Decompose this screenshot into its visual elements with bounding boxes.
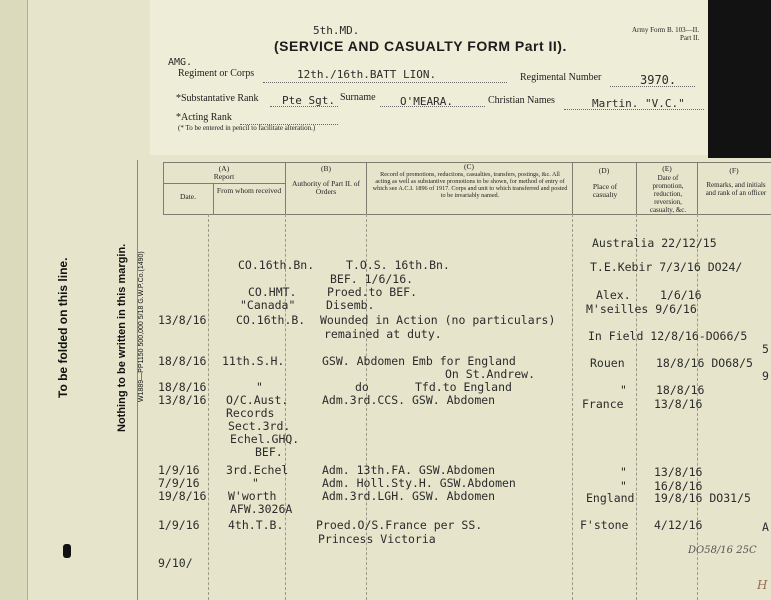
col-f-letter: (F)	[729, 166, 739, 175]
surname-value: O'MEARA.	[400, 95, 453, 108]
entry-date: 19/8/16	[158, 489, 207, 503]
entry-record: Princess Victoria	[318, 532, 436, 546]
col-f-label: Remarks, and initials and rank of an officer	[705, 181, 767, 197]
entry-date: 18/8/16	[158, 380, 207, 394]
entry-date: 9/10/	[158, 556, 193, 570]
regiment-label: Regiment or Corps	[178, 68, 255, 79]
entry-date: 13/8/16	[654, 465, 703, 479]
entry-date: 13/8/16	[158, 313, 207, 327]
col-b-label: Authority of Part II. of Orders	[291, 179, 361, 196]
regiment-line	[263, 82, 507, 83]
background-shadow	[708, 0, 771, 158]
entry-date: 1/6/16	[660, 288, 702, 302]
entry-place: Alex.	[596, 288, 631, 302]
form-number: Army Form B. 103—II.	[632, 26, 700, 34]
body-col-d	[572, 214, 573, 600]
entry-date: 13/8/16	[654, 397, 703, 411]
entry-record: remained at duty.	[324, 327, 442, 341]
entry-authority: do	[355, 380, 369, 394]
margin-rule	[137, 160, 138, 600]
col-c-letter: (C)	[464, 162, 474, 171]
fold-instruction: To be folded on this line.	[56, 257, 70, 398]
col-a-split	[213, 183, 214, 214]
entry-place: Rouen	[590, 356, 625, 370]
christian-names-value: Martin. "V.C."	[592, 97, 685, 110]
entry-from: "	[256, 380, 263, 394]
acting-rank-label: *Acting Rank	[176, 112, 232, 123]
entry-place: "	[620, 383, 627, 397]
table-header-rule	[163, 214, 771, 215]
entry-record: Wounded in Action (no particulars)	[320, 313, 556, 327]
entry-from: CO.16th.Bn.	[238, 258, 315, 272]
entry-remark: A	[762, 520, 769, 534]
pencil-footnote: (* To be entered in pencil to facilitate alteration.)	[178, 124, 316, 132]
margin-instruction: Nothing to be written in this margin.	[116, 243, 128, 432]
entry-place: England	[586, 491, 635, 505]
col-d-letter: (D)	[598, 166, 610, 175]
entry-date: 7/9/16	[158, 476, 200, 490]
entry-from: AFW.3026A	[230, 502, 293, 516]
col-b-edge	[285, 162, 286, 214]
col-a-from: From whom received	[216, 186, 282, 195]
entry-from: "	[252, 476, 259, 490]
entry-date: 13/8/16	[158, 393, 207, 407]
entry-from: 11th.S.H.	[222, 354, 285, 368]
entry-from: 3rd.Echel	[226, 463, 289, 477]
surname-label: Surname	[340, 92, 376, 103]
form-part: Part II.	[680, 34, 700, 42]
col-a-letter: (A)	[218, 164, 230, 173]
fold-strip	[0, 0, 28, 600]
entry-date: 1/9/16	[158, 518, 200, 532]
entry-date: 16/8/16	[654, 479, 703, 493]
unit-stamp: 5th.MD.	[313, 24, 360, 37]
entry-from: Sect.3rd.	[228, 419, 291, 433]
form-title: (SERVICE AND CASUALTY FORM Part II).	[274, 38, 567, 54]
entry-date: 4/12/16	[654, 518, 703, 532]
entry-place: "	[620, 465, 627, 479]
regimental-number-label: Regimental Number	[520, 72, 602, 83]
entry-from: Records	[226, 406, 275, 420]
punch-hole-mark	[63, 544, 71, 558]
entry-record: Adm. Holl.Sty.H. GSW.Abdomen	[322, 476, 516, 490]
entry-date: 18/8/16 DO68/5	[656, 356, 753, 370]
entry-from: 4th.T.B.	[228, 518, 284, 532]
entry-from: W'worth	[228, 489, 277, 503]
col-a-label: Report	[213, 172, 235, 181]
col-f-edge	[697, 162, 698, 214]
entry-from: CO.16th.B.	[236, 313, 306, 327]
entry-record: Adm.3rd.CCS. GSW. Abdomen	[322, 393, 496, 407]
entry-remark: 9	[762, 369, 769, 383]
christian-names-label: Christian Names	[488, 95, 555, 106]
entry-date: 1/9/16	[158, 463, 200, 477]
entry-record: GSW. Abdomen Emb for England	[322, 354, 516, 368]
entry-from: CO.HMT.	[248, 285, 297, 299]
handwritten-note: DO58/16 25C	[688, 545, 757, 556]
col-d-label: Place of casualty	[592, 182, 618, 199]
corner-mark: H	[757, 578, 768, 592]
entry-date: 19/8/16 DO31/5	[654, 491, 751, 505]
regimental-number-value: 3970.	[640, 73, 677, 87]
col-e-label: Date of promotion, reduction, reversion, casualty, &c.	[649, 174, 687, 214]
entry-from: BEF.	[255, 445, 283, 459]
col-e-letter: (E)	[662, 164, 672, 173]
report-sub-rule	[163, 183, 285, 184]
body-col-a	[208, 214, 209, 600]
fold-line	[27, 0, 28, 600]
entry-record: Disemb.	[326, 298, 375, 312]
entry-place: M'seilles 9/6/16	[586, 302, 697, 316]
col-c-edge	[366, 162, 367, 214]
print-code: W1889—PP1150 500,000 5/18 G.W.P.Co.(1490)	[138, 251, 145, 402]
entry-record: On St.Andrew.	[445, 367, 536, 381]
substantive-rank-value: Pte Sgt.	[282, 94, 335, 107]
entry-record: Adm.3rd.LGH. GSW. Abdomen	[322, 489, 496, 503]
corps-prefix: AMG.	[168, 57, 193, 68]
regiment-value: 12th./16th.BATT LION.	[297, 68, 437, 81]
entry-remark: 5	[762, 342, 769, 356]
col-c-label: Record of promotions, reductions, casualties, transfers, postings, &c. All acting as well as substantive promotions to be shown, for method of entry of which see A.C.I. 1896 of 1917. Corps and unit to which transferred and posted to be invariably named.	[372, 171, 568, 199]
entry-place: France	[582, 397, 624, 411]
entry-from: O/C.Aust.	[226, 393, 289, 407]
entry-place: "	[620, 479, 627, 493]
entry-enlist-place: Australia 22/12/15	[592, 236, 717, 250]
entry-record: Adm. 13th.FA. GSW.Abdomen	[322, 463, 496, 477]
entry-place: T.E.Kebir 7/3/16 DO24/	[590, 260, 743, 274]
col-a-date: Date.	[179, 192, 197, 201]
col-b-letter: (B)	[321, 164, 331, 173]
entry-record: T.O.S. 16th.Bn.	[346, 258, 450, 272]
entry-record: BEF. 1/6/16.	[330, 272, 414, 286]
entry-from: "Canada"	[240, 298, 296, 312]
entry-place: In Field 12/8/16-DO66/5	[588, 329, 748, 343]
entry-date: 18/8/16	[656, 383, 705, 397]
entry-record: Proed.to BEF.	[327, 285, 418, 299]
substantive-rank-label: *Substantative Rank	[176, 93, 259, 104]
entry-from: Echel.GHQ.	[230, 432, 300, 446]
entry-date: 18/8/16	[158, 354, 207, 368]
entry-record: Tfd.to England	[415, 380, 512, 394]
entry-place: F'stone	[580, 518, 629, 532]
entry-record: Proed.O/S.France per SS.	[316, 518, 483, 532]
